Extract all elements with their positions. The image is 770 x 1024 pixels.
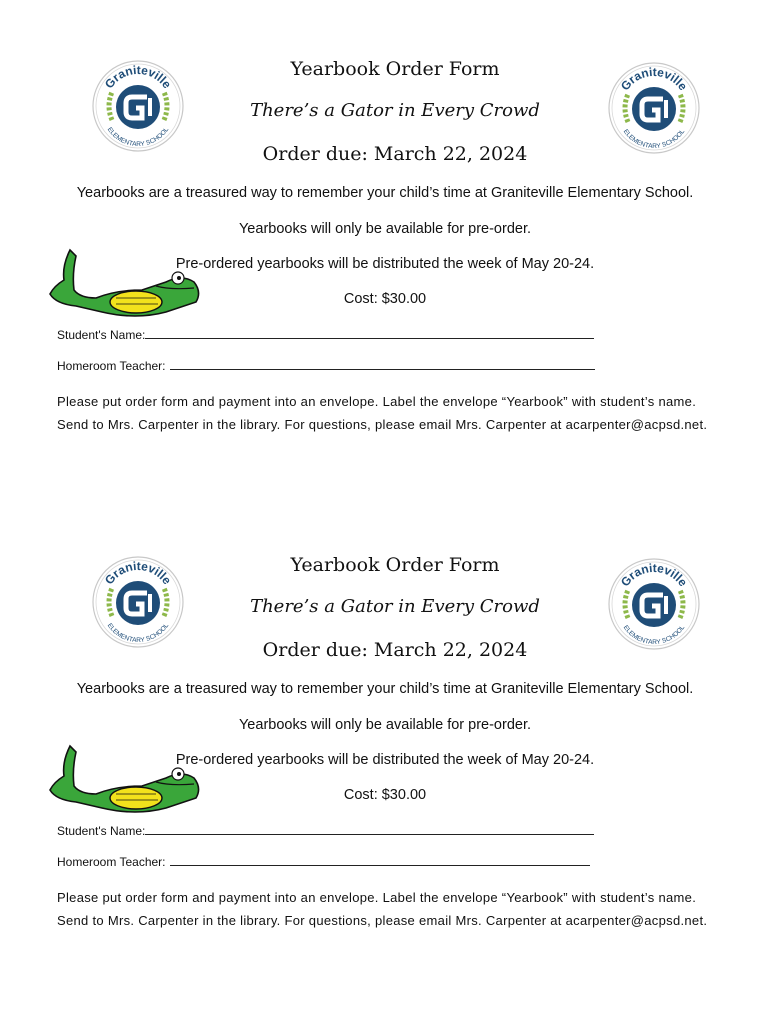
form-tagline: There’s a Gator in Every Crowd [250, 596, 540, 617]
preorder-text: Yearbooks will only be available for pre-order. [238, 221, 532, 237]
student-name-line[interactable] [145, 822, 594, 835]
preorder-text: Yearbooks will only be available for pre-order. [238, 717, 532, 733]
intro-text: Yearbooks are a treasured way to remember your child’s time at Graniteville Elementary School. [76, 185, 694, 201]
order-due-date: Order due: March 22, 2024 [262, 143, 528, 165]
distribution-text: Pre-ordered yearbooks will be distributed the week of May 20-24. [175, 256, 595, 272]
homeroom-teacher-field[interactable] [57, 357, 595, 373]
homeroom-teacher-label: Homeroom Teacher: [57, 359, 166, 373]
order-due-date: Order due: March 22, 2024 [262, 639, 528, 661]
cost-text: Cost: $30.00 [343, 787, 427, 803]
homeroom-teacher-field[interactable] [57, 853, 590, 869]
svg-text:Graniteville: Graniteville [617, 64, 691, 94]
cost-text: Cost: $30.00 [343, 291, 427, 307]
gator-illustration [46, 742, 202, 822]
distribution-text: Pre-ordered yearbooks will be distributed the week of May 20-24. [175, 752, 595, 768]
svg-text:ELEMENTARY SCHOOL: ELEMENTARY SCHOOL [105, 126, 171, 149]
student-name-line[interactable] [145, 326, 594, 339]
student-name-label: Student's Name: [57, 824, 146, 838]
order-form-bottom [0, 496, 770, 996]
intro-text: Yearbooks are a treasured way to remember your child’s time at Graniteville Elementary School. [76, 681, 694, 697]
student-name-field[interactable] [57, 822, 594, 838]
student-name-label: Student's Name: [57, 328, 146, 342]
svg-text:ELEMENTARY SCHOOL: ELEMENTARY SCHOOL [105, 622, 171, 645]
svg-text:Graniteville: Graniteville [101, 558, 175, 588]
svg-text:Graniteville: Graniteville [101, 62, 175, 92]
homeroom-teacher-line[interactable] [170, 357, 595, 370]
form-title: Yearbook Order Form [290, 554, 500, 576]
form-title: Yearbook Order Form [290, 58, 500, 80]
order-form-top [0, 0, 770, 500]
instructions-text: Please put order form and payment into an envelope. Label the envelope “Yearbook” with student’s name. Send to Mrs. Carpenter in the library. For questions, please email Mrs. Carpenter at acarpenter@acpsd.net. [57, 890, 708, 928]
instructions-text: Please put order form and payment into an envelope. Label the envelope “Yearbook” with student’s name. Send to Mrs. Carpenter in the library. For questions, please email Mrs. Carpenter at acarpenter@acpsd.net. [57, 394, 708, 432]
gator-illustration [46, 246, 202, 326]
homeroom-teacher-label: Homeroom Teacher: [57, 855, 166, 869]
student-name-field[interactable] [57, 326, 594, 342]
svg-text:ELEMENTARY SCHOOL: ELEMENTARY SCHOOL [621, 128, 687, 151]
form-tagline: There’s a Gator in Every Crowd [250, 100, 540, 121]
svg-text:ELEMENTARY SCHOOL: ELEMENTARY SCHOOL [621, 624, 687, 647]
homeroom-teacher-line[interactable] [170, 853, 590, 866]
svg-text:Graniteville: Graniteville [617, 560, 691, 590]
